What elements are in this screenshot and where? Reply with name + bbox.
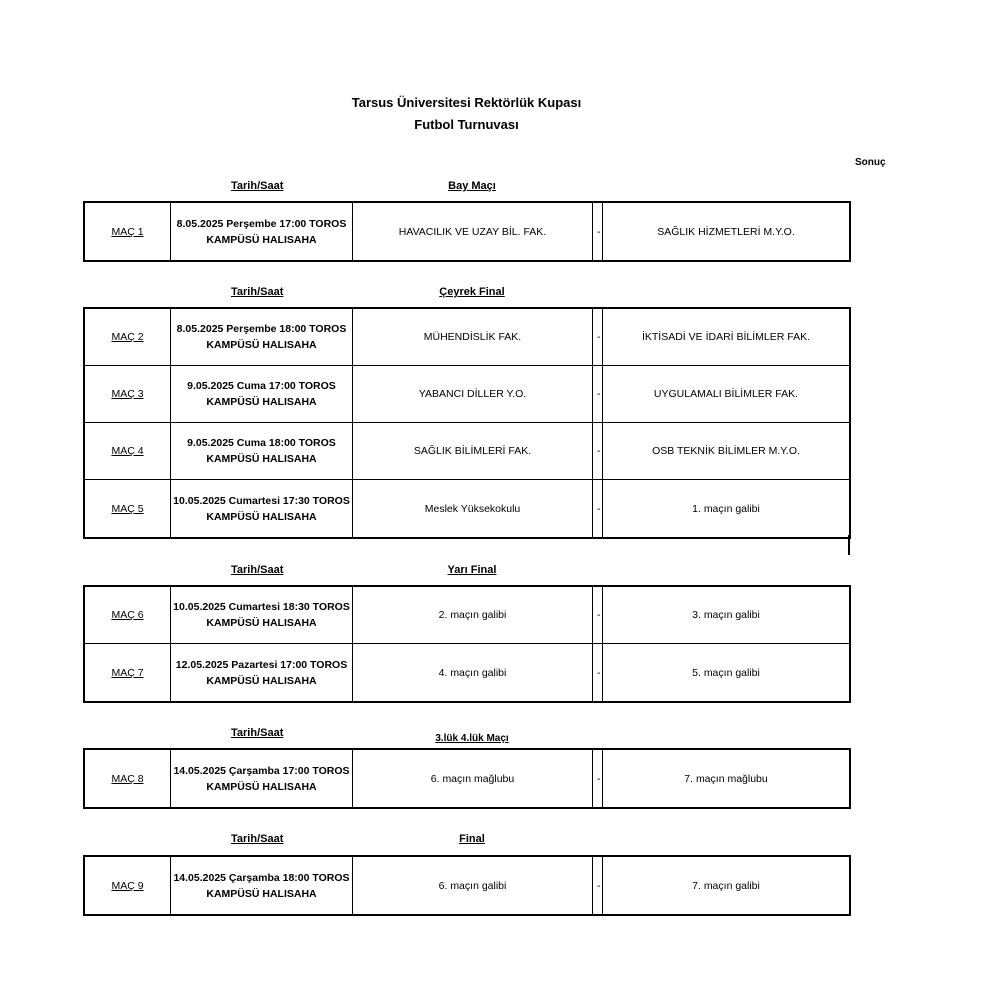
score-separator: - (593, 203, 603, 260)
away-team: İKTİSADİ VE İDARİ BİLİMLER FAK. (641, 331, 811, 343)
table-row (85, 423, 849, 480)
match-number: MAÇ 4 (85, 423, 171, 479)
table-row (85, 366, 849, 423)
match-number: MAÇ 6 (85, 587, 171, 643)
match-date: 14.05.2025 Çarşamba 18:00 TOROS KAMPÜSÜ HALISAHA (171, 857, 353, 914)
home-team: MÜHENDİSLİK FAK. (353, 309, 593, 365)
away-team: OSB TEKNİK BİLİMLER M.Y.O. (652, 445, 800, 457)
table-row (85, 857, 849, 914)
date-time-header: Tarih/Saat (231, 833, 284, 845)
date-time-header: Tarih/Saat (231, 180, 284, 192)
date-time-header: Tarih/Saat (231, 564, 284, 576)
match-number: MAÇ 8 (85, 750, 171, 807)
match-table (83, 585, 851, 703)
home-team: HAVACILIK VE UZAY BİL. FAK. (353, 203, 593, 260)
home-team: 4. maçın galibi (353, 644, 593, 701)
table-row (85, 480, 849, 537)
match-date: 8.05.2025 Perşembe 17:00 TOROS KAMPÜSÜ HALISAHA (171, 203, 353, 260)
match-date: 10.05.2025 Cumartesi 18:30 TOROS KAMPÜSÜ HALISAHA (171, 587, 353, 643)
page-title: Tarsus Üniversitesi Rektörlük Kupası (351, 95, 582, 110)
match-number: MAÇ 7 (85, 644, 171, 701)
match-date: 8.05.2025 Perşembe 18:00 TOROS KAMPÜSÜ HALISAHA (171, 309, 353, 365)
match-number: MAÇ 1 (85, 203, 171, 260)
match-number: MAÇ 2 (85, 309, 171, 365)
result-header: Sonuç (855, 157, 886, 168)
match-date: 9.05.2025 Cuma 18:00 TOROS KAMPÜSÜ HALISAHA (171, 423, 353, 479)
away-team: 7. maçın galibi (692, 879, 760, 892)
away-team: 3. maçın galibi (692, 609, 760, 621)
round-title: Çeyrek Final (439, 286, 505, 298)
home-team: 6. maçın mağlubu (353, 750, 593, 807)
date-time-header: Tarih/Saat (231, 727, 284, 739)
round-title: Yarı Final (447, 564, 497, 576)
home-team: Meslek Yüksekokulu (353, 480, 593, 537)
border-line (848, 535, 850, 555)
match-table (83, 748, 851, 809)
table-row (85, 587, 849, 644)
table-row (85, 644, 849, 701)
home-team: 2. maçın galibi (353, 587, 593, 643)
match-number: MAÇ 3 (85, 366, 171, 422)
match-number: MAÇ 5 (85, 480, 171, 537)
score-separator: - (593, 309, 603, 365)
table-row (85, 750, 849, 807)
match-number: MAÇ 9 (85, 857, 171, 914)
round-title: Bay Maçı (448, 180, 496, 192)
home-team: YABANCI DİLLER Y.O. (353, 366, 593, 422)
table-row (85, 203, 849, 260)
match-table (83, 855, 851, 916)
match-date: 14.05.2025 Çarşamba 17:00 TOROS KAMPÜSÜ HALISAHA (171, 750, 353, 807)
home-team: 6. maçın galibi (353, 857, 593, 914)
away-team: 5. maçın galibi (692, 666, 760, 679)
round-title: 3.lük 4.lük Maçı (435, 733, 509, 744)
match-table (83, 201, 851, 262)
away-team: 1. maçın galibi (692, 502, 760, 515)
score-separator: - (593, 366, 603, 422)
away-team: 7. maçın mağlubu (684, 772, 768, 785)
away-team: UYGULAMALI BİLİMLER FAK. (653, 388, 799, 400)
match-date: 12.05.2025 Pazartesi 17:00 TOROS KAMPÜSÜ HALISAHA (171, 644, 353, 701)
date-time-header: Tarih/Saat (231, 286, 284, 298)
home-team: SAĞLIK BİLİMLERİ FAK. (353, 423, 593, 479)
match-date: 10.05.2025 Cumartesi 17:30 TOROS KAMPÜSÜ HALISAHA (171, 480, 353, 537)
round-title: Final (459, 833, 485, 845)
score-separator: - (593, 480, 603, 537)
score-separator: - (593, 423, 603, 479)
match-table (83, 307, 851, 539)
away-team: SAĞLIK HİZMETLERİ M.Y.O. (657, 225, 795, 238)
score-separator: - (593, 587, 603, 643)
score-separator: - (593, 857, 603, 914)
page-subtitle: Futbol Turnuvası (414, 117, 519, 132)
score-separator: - (593, 644, 603, 701)
match-date: 9.05.2025 Cuma 17:00 TOROS KAMPÜSÜ HALISAHA (171, 366, 353, 422)
table-row (85, 309, 849, 366)
score-separator: - (593, 750, 603, 807)
